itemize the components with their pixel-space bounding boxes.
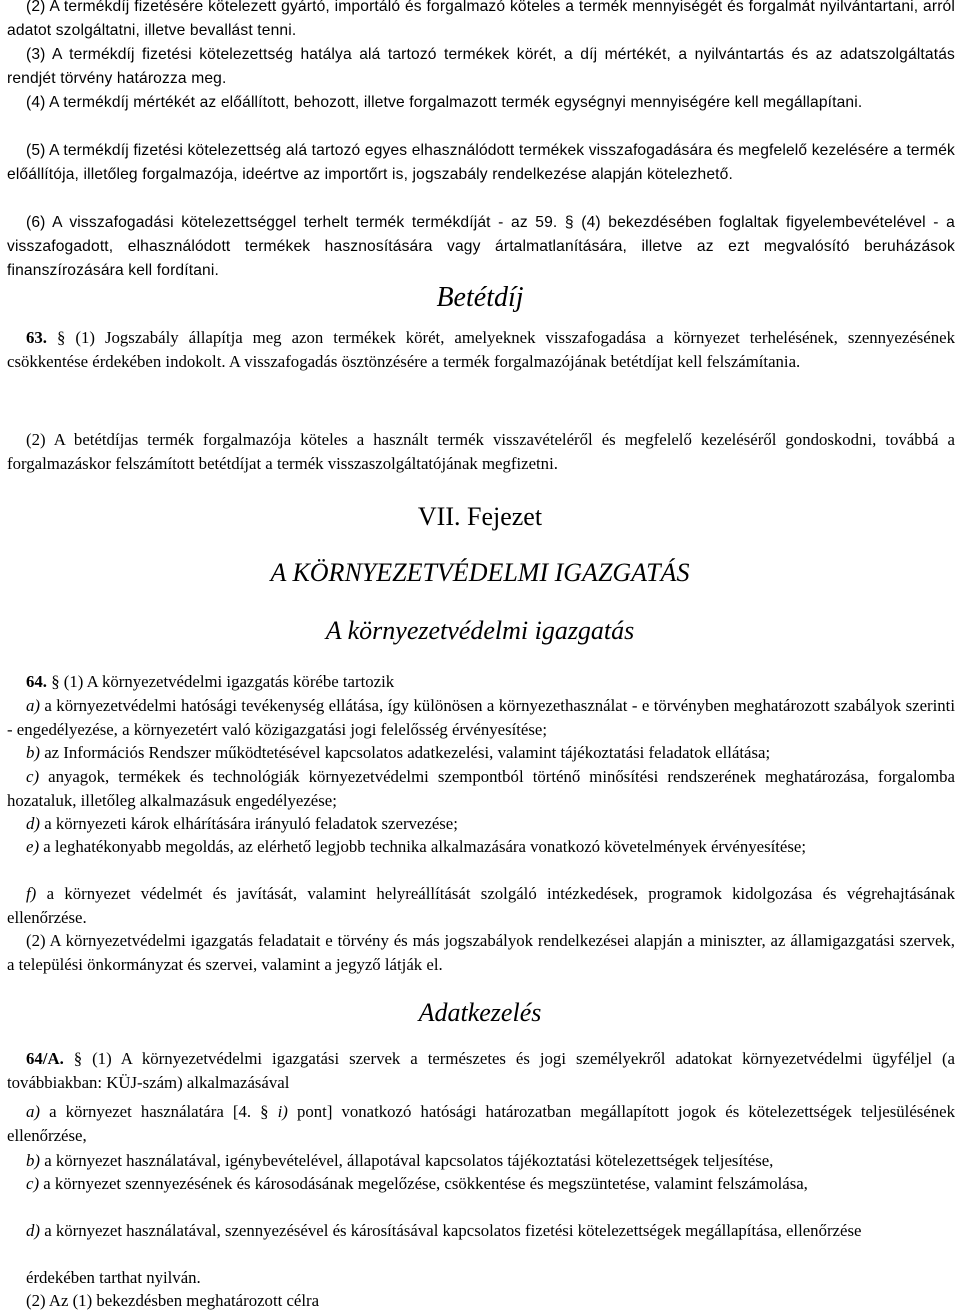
heading-adatkezeles: Adatkezelés — [418, 998, 542, 1027]
section-64-point-a: a) a környezetvédelmi hatósági tevékenység ellátása, így különösen a környezethasználat - e törvényben meghatározott szabályok szerinti - engedélyezése, a környezetért való közigazgatási jogi felelősség érvényesítése; — [7, 696, 955, 739]
section-63-paragraph-1: 63. § (1) Jogszabály állapítja meg azon termékek körét, amelyeknek visszafogadása a környezet terhelésének, szennyezésének csökkentése érdekében indokolt. A visszafogadás ösztönzésére a termék forgalmazójának betétdíjat kell felszámítania. — [7, 328, 955, 371]
section-63-paragraph-2: (2) A betétdíjas termék forgalmazója köteles a használt termék visszavételéről és megfelelő kezeléséről gondoskodni, továbbá a forgalmazáskor felszámított betétdíjat a termék visszaszolgáltatójának megfizetni. — [7, 430, 955, 473]
section-64a-point-d: d) a környezet használatával, szennyezésével és károsításával kapcsolatos fizetési kötelezettségek megállapítása, ellenőrzése — [26, 1221, 862, 1240]
section-64-point-b: b) az Információs Rendszer működtetésével kapcsolatos adatkezelési, valamint tájékoztatási feladatok ellátása; — [26, 743, 771, 762]
section-64a-tail: érdekében tarthat nyilván. — [26, 1268, 201, 1287]
section-sign: § — [73, 1049, 83, 1068]
section-64-intro: 64. § (1) A környezetvédelmi igazgatás körébe tartozik — [26, 672, 395, 691]
chapter-subtitle: A környezetvédelmi igazgatás — [325, 616, 635, 645]
paragraph-5-product-fee: (5) A termékdíj fizetési kötelezettség alá tartozó egyes elhasználódott termékek visszafogadására és megfelelő kezelésére a termék előállítója, illetőleg forgalmazója, ideértve az importőrt is, jogszabály rendelkezése alapján kötelezhető. — [7, 142, 955, 183]
heading-betetdij: Betétdíj — [436, 282, 524, 313]
paragraph-4-product-fee: (4) A termékdíj mértékét az előállított, behozott, illetve forgalmazott termék egységnyi mennyiségére kell megállapítani. — [26, 94, 863, 111]
section-sign: § — [260, 1102, 269, 1121]
section-64-point-c: c) anyagok, termékek és technológiák környezetvédelmi szempontból történő minősítési rendszerének meghatározása, forgalomba hozataluk, illetőleg alkalmazásuk engedélyezése; — [7, 767, 955, 810]
paragraph-6-product-fee: (6) A visszafogadási kötelezettséggel terhelt termék termékdíját - az 59. § (4) bekezdésében foglaltak figyelembevételével - a visszafogadott, elhasználódott termékek hasznosítására vagy ártalmatlanítására, illetve az ezt megvalósító beruházások finanszírozására kell fordítani. — [7, 214, 955, 279]
section-64-paragraph-2: (2) A környezetvédelmi igazgatás feladatait e törvény és más jogszabályok rendelkezései alapján a miniszter, az államigazgatási szervek, a települési önkormányzat és szervei, valamint a jegyző látják el. — [7, 931, 955, 974]
section-sign: § — [564, 214, 574, 231]
section-sign: § — [51, 672, 60, 691]
section-64-point-f: f) a környezet védelmét és javítását, valamint helyreállítását szolgáló intézkedések, programok kidolgozása és végrehajtásának ellenőrzése. — [7, 884, 955, 927]
section-63-number: 63. — [26, 328, 47, 347]
chapter-title: A KÖRNYEZETVÉDELMI IGAZGATÁS — [270, 558, 690, 587]
section-64a-point-a: a) a környezet használatára [4. § i) pont] vonatkozó hatósági határozatban megállapított jogok és kötelezettségek teljesülésének ellenőrzése, — [7, 1102, 955, 1145]
section-64a-point-c: c) a környezet szennyezésének és károsodásának megelőzése, csökkentése és megszüntetése, valamint felszámolása, — [26, 1174, 808, 1193]
section-64-point-e: e) a leghatékonyabb megoldás, az elérhető legjobb technika alkalmazására vonatkozó követelmények érvényesítése; — [26, 837, 807, 856]
chapter-heading: VII. Fejezet — [417, 502, 543, 531]
paragraph-2-product-fee: (2) A termékdíj fizetésére kötelezett gyártó, importáló és forgalmazó köteles a termék mennyiségét és forgalmát nyilvántartani, arról adatot szolgáltatni, illetve bevallást tenni. — [7, 0, 955, 39]
section-sign: § — [57, 328, 66, 347]
section-64a-paragraph-2: (2) Az (1) bekezdésben meghatározott célra — [26, 1291, 320, 1310]
section-64-point-d: d) a környezeti károk elhárítására irányuló feladatok szervezése; — [26, 814, 458, 833]
section-64a-intro: 64/A. § (1) A környezetvédelmi igazgatási szervek a természetes és jogi személyekről adatokat környezetvédelmi ügyféljel (a továbbiakban: KÜJ-szám) alkalmazásával — [7, 1049, 955, 1092]
paragraph-3-product-fee: (3) A termékdíj fizetési kötelezettség hatálya alá tartozó termékek körét, a díj mértékét, a nyilvántartás és az adatszolgáltatás rendjét törvény határozza meg. — [7, 46, 955, 87]
section-64a-point-b: b) a környezet használatával, igénybevételével, állapotával kapcsolatos tájékoztatási kötelezettségek teljesítése, — [26, 1151, 774, 1170]
section-64-number: 64. — [26, 672, 47, 691]
section-64a-number: 64/A. — [26, 1049, 64, 1068]
